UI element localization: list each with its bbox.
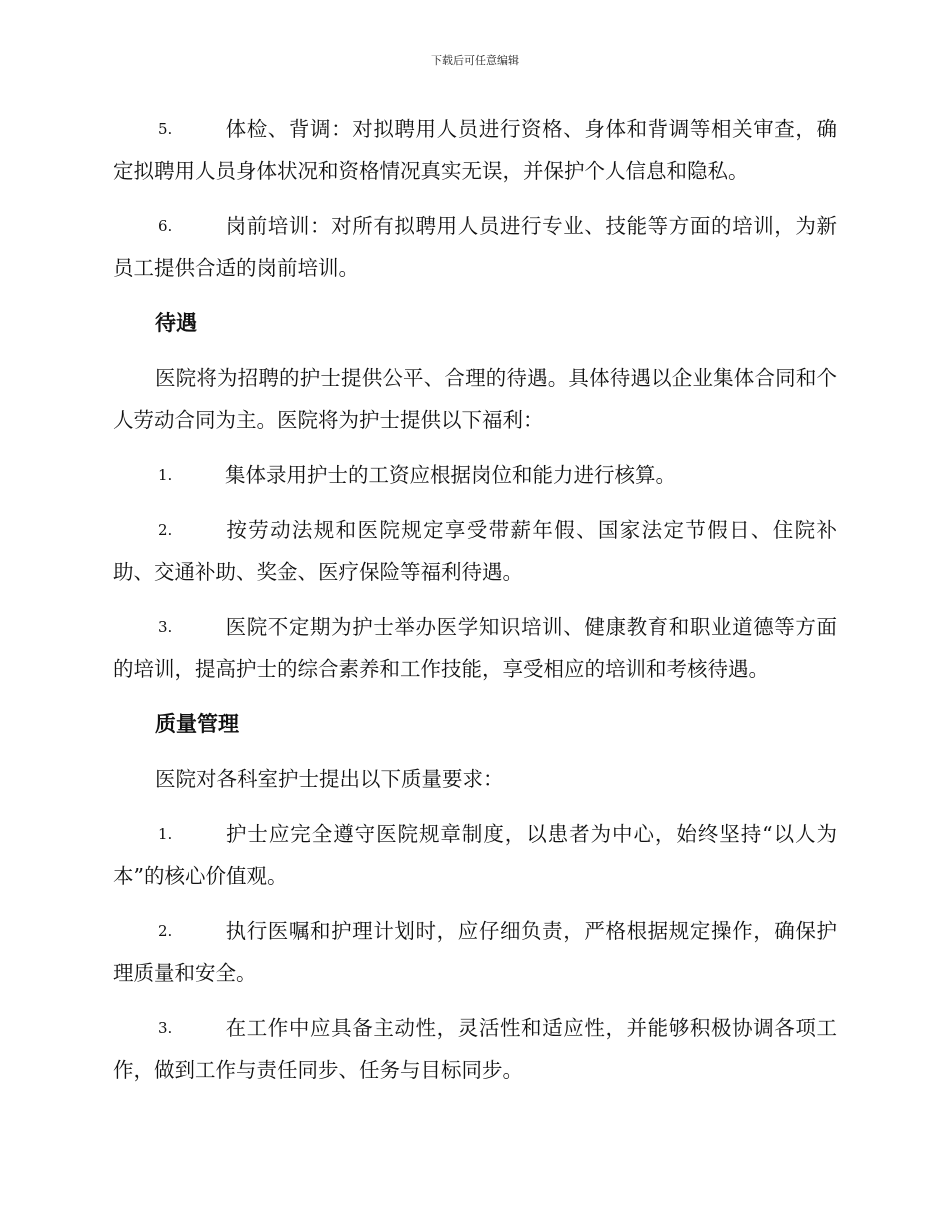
section-heading: 待遇 <box>155 311 197 335</box>
list-item <box>113 1007 837 1091</box>
list-item-text: 体检、背调：对拟聘用人员进行资格、身体和背调等相关审查，确定拟聘用人员身体状况和资格情况真实无误，并保护个人信息和隐私。 <box>113 117 837 183</box>
list-number: 1. <box>158 466 173 484</box>
paragraph: 医院将为招聘的护士提供公平、合理的待遇。具体待遇以企业集体合同和个人劳动合同为主。医院将为护士提供以下福利： <box>113 366 837 432</box>
list-number: 6. <box>158 217 173 235</box>
list-item <box>113 454 837 496</box>
list-item <box>113 509 837 593</box>
list-number: 3. <box>158 618 173 636</box>
document-body <box>113 108 837 1104</box>
list-item-text: 集体录用护士的工资应根据岗位和能力进行核算。 <box>225 463 676 487</box>
list-number: 5. <box>158 120 173 138</box>
list-item <box>113 606 837 690</box>
list-item-text: 按劳动法规和医院规定享受带薪年假、国家法定节假日、住院补助、交通补助、奖金、医疗保险等福利待遇。 <box>113 518 837 584</box>
paragraph: 医院对各科室护士提出以下质量要求： <box>155 767 504 791</box>
list-number: 3. <box>158 1019 173 1037</box>
list-number: 1. <box>158 825 173 843</box>
list-item <box>113 108 837 192</box>
list-number: 2. <box>158 521 173 539</box>
list-number: 2. <box>158 922 173 940</box>
list-item-text: 医院不定期为护士举办医学知识培训、健康教育和职业道德等方面的培训，提高护士的综合素养和工作技能，享受相应的培训和考核待遇。 <box>113 615 837 681</box>
list-item-text: 执行医嘱和护理计划时，应仔细负责，严格根据规定操作，确保护理质量和安全。 <box>113 919 837 985</box>
list-item <box>113 205 837 289</box>
list-item <box>113 910 837 994</box>
list-item-text: 在工作中应具备主动性，灵活性和适应性，并能够积极协调各项工作，做到工作与责任同步、任务与目标同步。 <box>113 1016 837 1082</box>
list-item <box>113 813 837 897</box>
section-heading: 质量管理 <box>155 712 239 736</box>
page-header: 下载后可任意编辑 <box>431 54 519 67</box>
list-item-text: 岗前培训：对所有拟聘用人员进行专业、技能等方面的培训，为新员工提供合适的岗前培训。 <box>113 214 837 280</box>
list-item-text: 护士应完全遵守医院规章制度，以患者为中心，始终坚持“以人为本”的核心价值观。 <box>113 822 837 888</box>
